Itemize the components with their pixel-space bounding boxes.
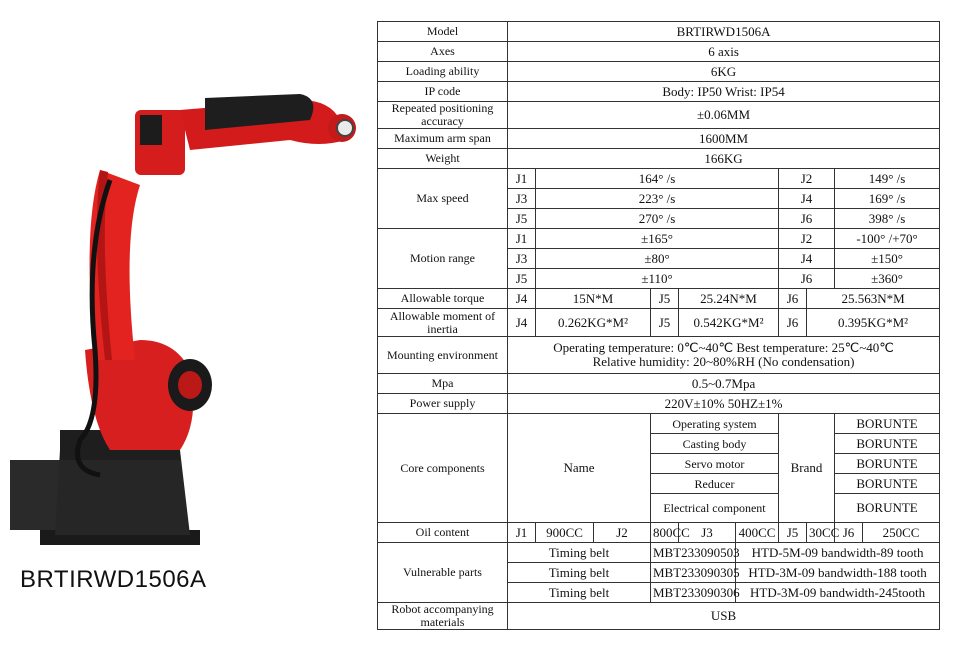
row-motion-2: J3 ±80° J4 ±150° — [378, 249, 940, 269]
row-motion-1: Motion range J1 ±165° J2 -100° /+70° — [378, 229, 940, 249]
row-core-2: Casting body BORUNTE — [378, 434, 940, 454]
row-speed-1: Max speed J1 164° /s J2 149° /s — [378, 169, 940, 189]
row-vuln-3: Timing belt MBT233090306 HTD-3M-09 bandwidth-245tooth — [378, 583, 940, 603]
row-motion-3: J5 ±110° J6 ±360° — [378, 269, 940, 289]
row-ip: IP code Body: IP50 Wrist: IP54 — [378, 82, 940, 102]
mounting-line-1: Operating temperature: 0℃~40℃ Best temperature: 25℃~40℃ — [553, 340, 894, 355]
row-speed-3: J5 270° /s J6 398° /s — [378, 209, 940, 229]
row-accompany: Robot accompanying materials USB — [378, 603, 940, 630]
row-core-4: Reducer BORUNTE — [378, 474, 940, 494]
row-weight: Weight 166KG — [378, 149, 940, 169]
row-vuln-1: Vulnerable parts Timing belt MBT233090503 HTD-5M-09 bandwidth-89 tooth — [378, 543, 940, 563]
row-speed-2: J3 223° /s J4 169° /s — [378, 189, 940, 209]
row-oil: Oil content J1 900CC J2 800CC J3 400CC J5 30CC J6 250CC — [378, 523, 940, 543]
row-power: Power supply 220V±10% 50HZ±1% — [378, 394, 940, 414]
row-span: Maximum arm span 1600MM — [378, 129, 940, 149]
row-model: Model BRTIRWD1506A — [378, 22, 940, 42]
row-core-5: Electrical component BORUNTE — [378, 494, 940, 523]
model-caption: BRTIRWD1506A — [20, 566, 207, 593]
row-loading: Loading ability 6KG — [378, 62, 940, 82]
row-repeat: Repeated positioning accuracy ±0.06MM — [378, 102, 940, 129]
row-inertia: Allowable moment of inertia J4 0.262KG*M² J5 0.542KG*M² J6 0.395KG*M² — [378, 309, 940, 337]
row-mounting: Mounting environment Operating temperature: 0℃~40℃ Best temperature: 25℃~40℃ Relative humidity: 20~80%RH (No condensation) — [378, 337, 940, 374]
row-mpa: Mpa 0.5~0.7Mpa — [378, 374, 940, 394]
robot-arm-image — [0, 90, 240, 560]
row-core-1: Core components Name Operating system Brand BORUNTE — [378, 414, 940, 434]
mounting-line-2: Relative humidity: 20~80%RH (No condensation) — [592, 354, 855, 369]
row-vuln-2: Timing belt MBT233090305 HTD-3M-09 bandwidth-188 tooth — [378, 563, 940, 583]
row-axes: Axes 6 axis — [378, 42, 940, 62]
row-torque: Allowable torque J4 15N*M J5 25.24N*M J6 25.563N*M — [378, 289, 940, 309]
row-core-3: Servo motor BORUNTE — [378, 454, 940, 474]
spec-table — [377, 21, 940, 630]
